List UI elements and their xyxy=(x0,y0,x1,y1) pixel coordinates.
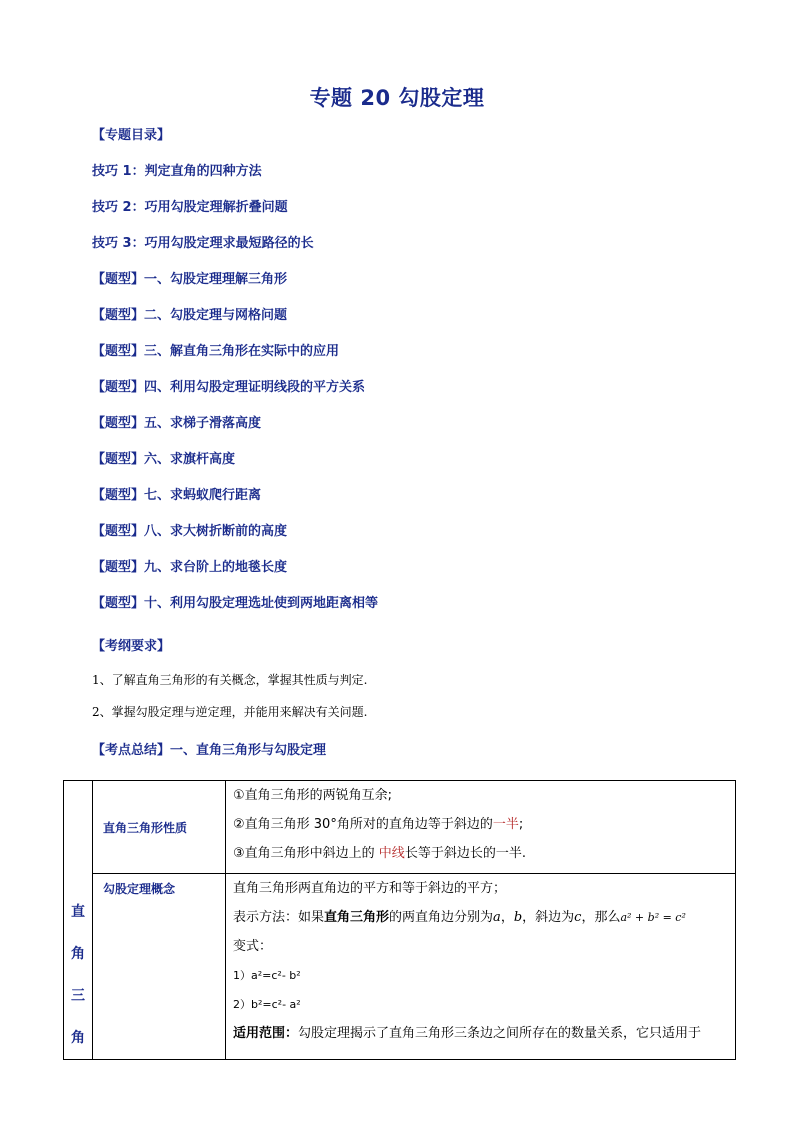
property-line: ②直角三角形 30°角所对的直角边等于斜边的一半; xyxy=(233,817,524,832)
category-char: 角 xyxy=(71,1030,85,1046)
theorem-label-cell xyxy=(93,874,226,1060)
theorem-line: 适用范围：勾股定理揭示了直角三角形三条边之间所存在的数量关系，它只适用于 xyxy=(233,1026,702,1042)
toc-item: 【题型】二、勾股定理与网格问题 xyxy=(92,308,288,323)
theorem-line: 变式： xyxy=(233,939,273,955)
category-char: 三 xyxy=(71,988,85,1004)
theorem-label: 勾股定理概念 xyxy=(103,882,176,897)
toc-item: 技巧 1：判定直角的四种方法 xyxy=(92,164,262,179)
toc-item: 【题型】四、利用勾股定理证明线段的平方关系 xyxy=(92,380,366,395)
theorem-line: 表示方法：如果直角三角形的两直角边分别为a，b，斜边为c，那么a² + b² = c² xyxy=(233,910,686,926)
requirement-item: 1、了解直角三角形的有关概念，掌握其性质与判定. xyxy=(92,673,368,687)
property-content-cell xyxy=(226,781,736,874)
toc-heading: 【专题目录】 xyxy=(92,128,171,143)
property-line: ①直角三角形的两锐角互余; xyxy=(233,788,393,803)
property-line: ③直角三角形中斜边上的 中线长等于斜边长的一半. xyxy=(233,846,526,861)
toc-item: 【题型】一、勾股定理理解三角形 xyxy=(92,272,288,287)
page-title: 专题 20 勾股定理 xyxy=(309,86,485,110)
toc-item: 【题型】七、求蚂蚁爬行距离 xyxy=(92,488,262,503)
knowledge-table xyxy=(63,780,736,1060)
toc-item: 【题型】五、求梯子滑落高度 xyxy=(92,416,262,431)
toc-item: 【题型】八、求大树折断前的高度 xyxy=(92,524,288,539)
requirement-item: 2、掌握勾股定理与逆定理，并能用来解决有关问题. xyxy=(92,705,368,719)
requirements-heading: 【考纲要求】 xyxy=(92,639,171,654)
pythagorean-formula: a² + b² = c² xyxy=(620,911,686,925)
theorem-line: 1）a²=c²- b² xyxy=(233,969,301,983)
toc-item: 【题型】十、利用勾股定理选址使到两地距离相等 xyxy=(92,596,379,611)
toc-item: 【题型】三、解直角三角形在实际中的应用 xyxy=(92,344,340,359)
toc-item: 【题型】六、求旗杆高度 xyxy=(92,452,236,467)
property-label: 直角三角形性质 xyxy=(103,820,188,835)
theorem-content-cell xyxy=(226,874,736,1060)
theorem-line: 2）b²=c²- a² xyxy=(233,998,301,1012)
category-char: 角 xyxy=(71,946,85,962)
category-cell xyxy=(64,781,93,1060)
property-label-cell xyxy=(93,781,226,874)
summary-heading: 【考点总结】一、直角三角形与勾股定理 xyxy=(92,743,327,758)
theorem-line: 直角三角形两直角边的平方和等于斜边的平方； xyxy=(233,881,507,897)
toc-item: 技巧 3：巧用勾股定理求最短路径的长 xyxy=(92,236,314,251)
category-char: 直 xyxy=(71,904,85,920)
toc-item: 技巧 2：巧用勾股定理解折叠问题 xyxy=(92,200,288,215)
toc-item: 【题型】九、求台阶上的地毯长度 xyxy=(92,560,288,575)
